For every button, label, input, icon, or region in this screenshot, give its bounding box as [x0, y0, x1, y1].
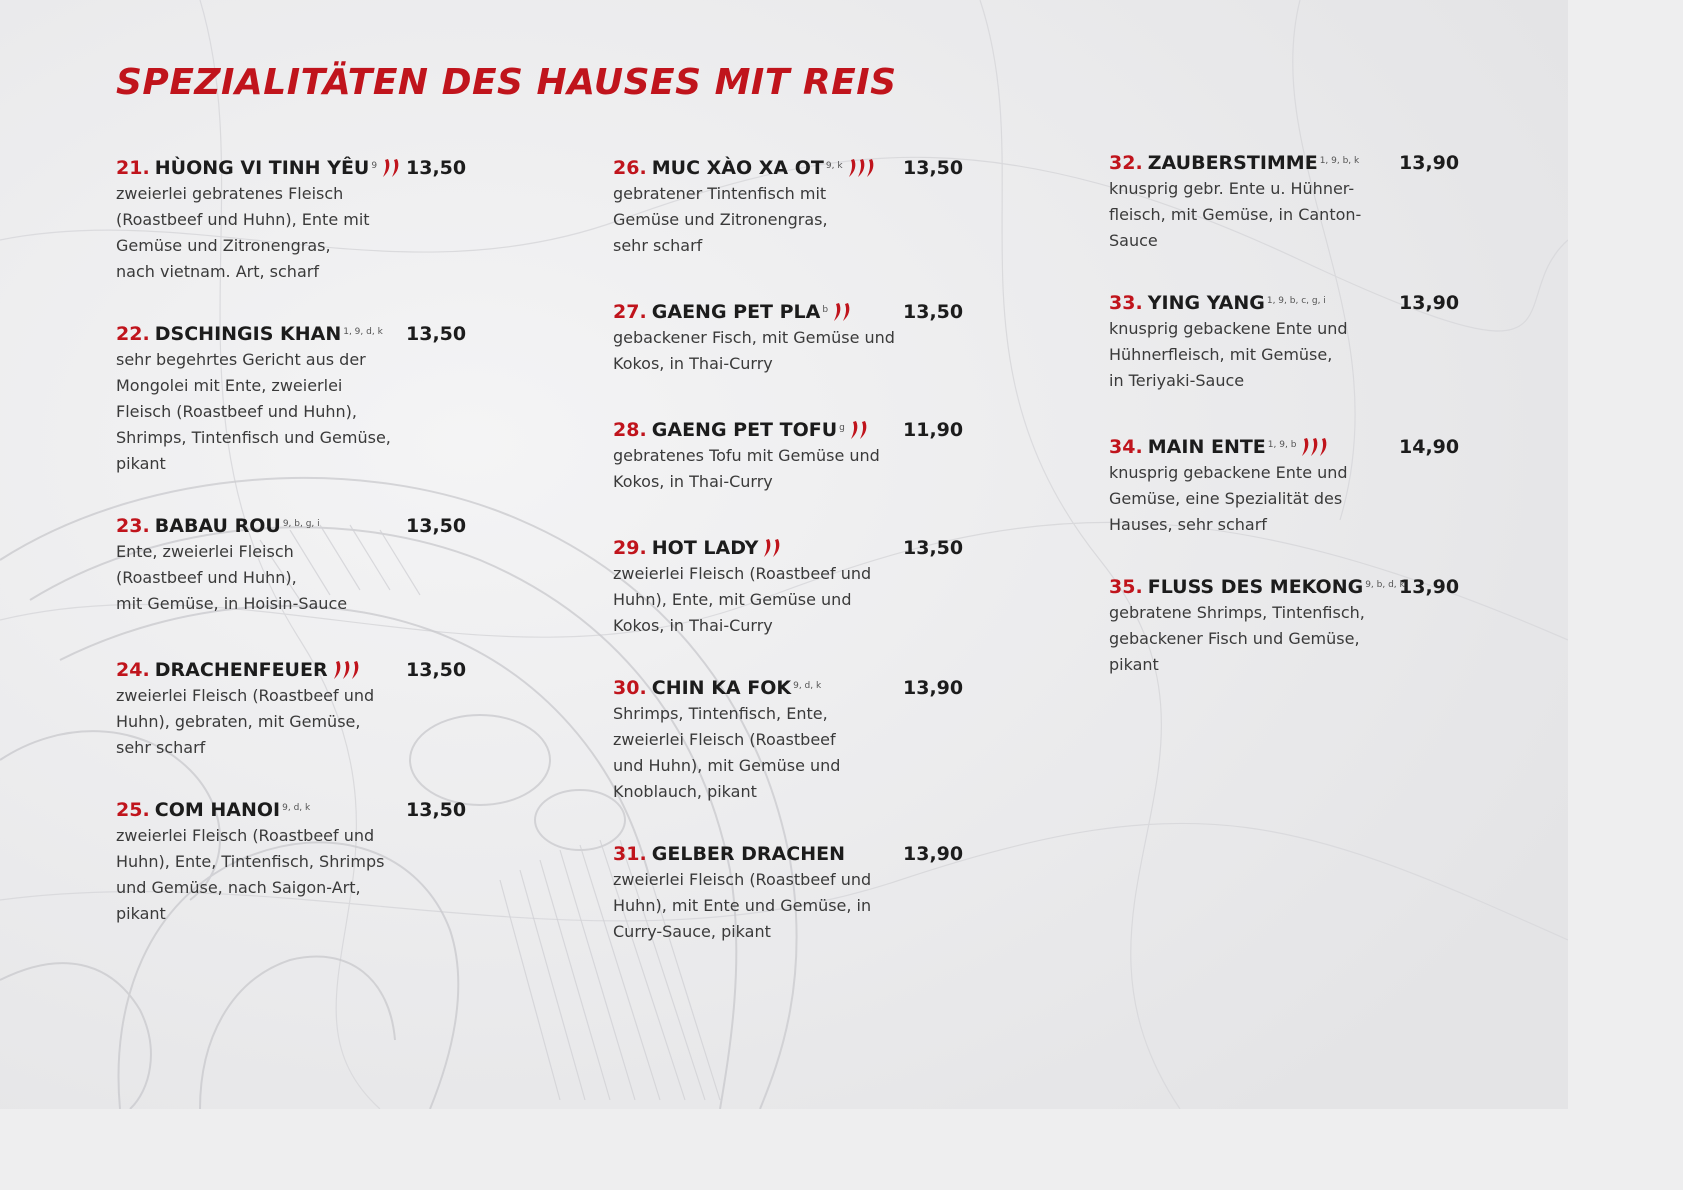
- chili-icon: [1300, 437, 1331, 457]
- item-name: MAIN ENTE: [1147, 436, 1266, 458]
- item-allergens: 9, d, k: [282, 803, 311, 813]
- item-name: COM HANOI: [154, 799, 281, 821]
- menu-item-header: [116, 797, 476, 823]
- item-price: 13,90: [903, 843, 964, 865]
- item-number: 33.: [1109, 292, 1143, 314]
- menu-item: [613, 841, 973, 945]
- item-description: zweierlei Fleisch (Roastbeef und Huhn), mit Ente und Gemüse, in Curry-Sauce, pikant: [613, 870, 872, 941]
- chili-icon: [849, 420, 871, 440]
- item-description: knusprig gebackene Ente und Gemüse, eine Spezialität des Hauses, sehr scharf: [1109, 463, 1348, 534]
- item-price: 13,50: [406, 515, 467, 537]
- item-name: ZAUBERSTIMME: [1147, 152, 1318, 174]
- item-description: knusprig gebackene Ente und Hühnerfleisch, mit Gemüse, in Teriyaki-Sauce: [1109, 319, 1348, 390]
- item-price: 13,50: [406, 323, 467, 345]
- item-number: 27.: [613, 301, 647, 323]
- item-description: gebratenes Tofu mit Gemüse und Kokos, in Thai-Curry: [613, 446, 880, 491]
- menu-item-header: [116, 513, 476, 539]
- item-allergens: 9, b, d, k: [1365, 580, 1405, 590]
- menu-item-header: [116, 155, 476, 181]
- item-name: CHIN KA FOK: [651, 677, 792, 699]
- item-name: YING YANG: [1147, 292, 1265, 314]
- item-number: 29.: [613, 537, 647, 559]
- chili-icon: [832, 302, 854, 322]
- menu-item: [613, 299, 973, 377]
- item-number: 32.: [1109, 152, 1143, 174]
- item-number: 34.: [1109, 436, 1143, 458]
- item-allergens: 9, k: [825, 161, 843, 171]
- menu-item: [116, 155, 476, 285]
- menu-item: [613, 155, 973, 259]
- menu-item-header: [613, 417, 973, 443]
- item-allergens: 9, d, k: [793, 681, 822, 691]
- item-allergens: b: [822, 305, 829, 315]
- item-allergens: 1, 9, d, k: [343, 327, 383, 337]
- item-price: 13,50: [903, 157, 964, 179]
- menu-item-header: [1109, 150, 1469, 176]
- menu-item: [613, 675, 973, 805]
- item-name: BABAU ROU: [154, 515, 281, 537]
- menu-item: [1109, 434, 1469, 538]
- menu-item-header: [613, 535, 973, 561]
- item-price: 13,90: [1399, 292, 1460, 314]
- item-description: Ente, zweierlei Fleisch (Roastbeef und Huhn), mit Gemüse, in Hoisin-Sauce: [116, 542, 348, 613]
- menu-item-header: [116, 657, 476, 683]
- chili-icon: [847, 158, 878, 178]
- page-title: SPEZIALITÄTEN DES HAUSES MIT REIS: [116, 62, 897, 103]
- menu-item-header: [1109, 574, 1469, 600]
- item-number: 21.: [116, 157, 150, 179]
- item-name: DRACHENFEUER: [154, 659, 328, 681]
- item-price: 13,90: [1399, 576, 1460, 598]
- chili-icon: [381, 158, 403, 178]
- item-number: 31.: [613, 843, 647, 865]
- item-name: MUC XÀO XA OT: [651, 157, 824, 179]
- menu-item: [1109, 150, 1469, 254]
- item-name: DSCHINGIS KHAN: [154, 323, 342, 345]
- item-description: sehr begehrtes Gericht aus der Mongolei mit Ente, zweierlei Fleisch (Roastbeef und Huhn), Shrimps, Tintenfisch und Gemüse, pikant: [116, 350, 391, 473]
- menu-item-header: [613, 155, 973, 181]
- item-description: gebratene Shrimps, Tintenfisch, gebackener Fisch und Gemüse, pikant: [1109, 603, 1365, 674]
- item-allergens: 1, 9, b, k: [1319, 156, 1360, 166]
- item-number: 28.: [613, 419, 647, 441]
- item-name: GELBER DRACHEN: [651, 843, 845, 865]
- item-price: 13,90: [903, 677, 964, 699]
- item-allergens: g: [839, 423, 845, 433]
- item-price: 13,50: [406, 799, 467, 821]
- item-price: 13,50: [903, 301, 964, 323]
- item-name: GAENG PET TOFU: [651, 419, 838, 441]
- item-number: 24.: [116, 659, 150, 681]
- item-name: HOT LADY: [651, 537, 759, 559]
- item-allergens: 9: [371, 161, 378, 171]
- chili-icon: [332, 660, 363, 680]
- chili-icon: [762, 538, 784, 558]
- item-price: 13,90: [1399, 152, 1460, 174]
- item-number: 23.: [116, 515, 150, 537]
- menu-item: [1109, 290, 1469, 394]
- item-price: 13,50: [406, 157, 467, 179]
- menu-item: [116, 321, 476, 477]
- item-number: 25.: [116, 799, 150, 821]
- item-description: gebackener Fisch, mit Gemüse und Kokos, in Thai-Curry: [613, 328, 895, 373]
- item-name: GAENG PET PLA: [651, 301, 821, 323]
- item-allergens: 1, 9, b, c, g, i: [1266, 296, 1326, 306]
- menu-item-header: [1109, 434, 1469, 460]
- item-allergens: 9, b, g, i: [282, 519, 320, 529]
- item-name: HÙONG VI TINH YÊU: [154, 157, 370, 179]
- item-number: 26.: [613, 157, 647, 179]
- menu-item-header: [116, 321, 476, 347]
- item-description: Shrimps, Tintenfisch, Ente, zweierlei Fleisch (Roastbeef und Huhn), mit Gemüse und Knoblauch, pikant: [613, 704, 841, 801]
- item-description: zweierlei Fleisch (Roastbeef und Huhn), Ente, Tintenfisch, Shrimps und Gemüse, nach Saigon-Art, pikant: [116, 826, 385, 923]
- menu-item: [613, 417, 973, 495]
- menu-item: [116, 657, 476, 761]
- item-name: FLUSS DES MEKONG: [1147, 576, 1364, 598]
- menu-item: [116, 797, 476, 927]
- item-allergens: 1, 9, b: [1267, 440, 1297, 450]
- item-number: 30.: [613, 677, 647, 699]
- item-description: zweierlei Fleisch (Roastbeef und Huhn), Ente, mit Gemüse und Kokos, in Thai-Curry: [613, 564, 872, 635]
- menu-item: [1109, 574, 1469, 678]
- item-price: 13,50: [406, 659, 467, 681]
- item-description: zweierlei gebratenes Fleisch (Roastbeef und Huhn), Ente mit Gemüse und Zitronengras, nach vietnam. Art, scharf: [116, 184, 370, 281]
- menu-item-header: [1109, 290, 1469, 316]
- item-price: 14,90: [1399, 436, 1460, 458]
- item-number: 22.: [116, 323, 150, 345]
- item-price: 13,50: [903, 537, 964, 559]
- item-price: 11,90: [903, 419, 964, 441]
- menu-item: [116, 513, 476, 617]
- item-number: 35.: [1109, 576, 1143, 598]
- menu-item-header: [613, 675, 973, 701]
- item-description: gebratener Tintenfisch mit Gemüse und Zitronengras, sehr scharf: [613, 184, 828, 255]
- item-description: zweierlei Fleisch (Roastbeef und Huhn), gebraten, mit Gemüse, sehr scharf: [116, 686, 375, 757]
- menu-item: [613, 535, 973, 639]
- menu-item-header: [613, 299, 973, 325]
- menu-item-header: [613, 841, 973, 867]
- item-description: knusprig gebr. Ente u. Hühner- fleisch, mit Gemüse, in Canton- Sauce: [1109, 179, 1362, 250]
